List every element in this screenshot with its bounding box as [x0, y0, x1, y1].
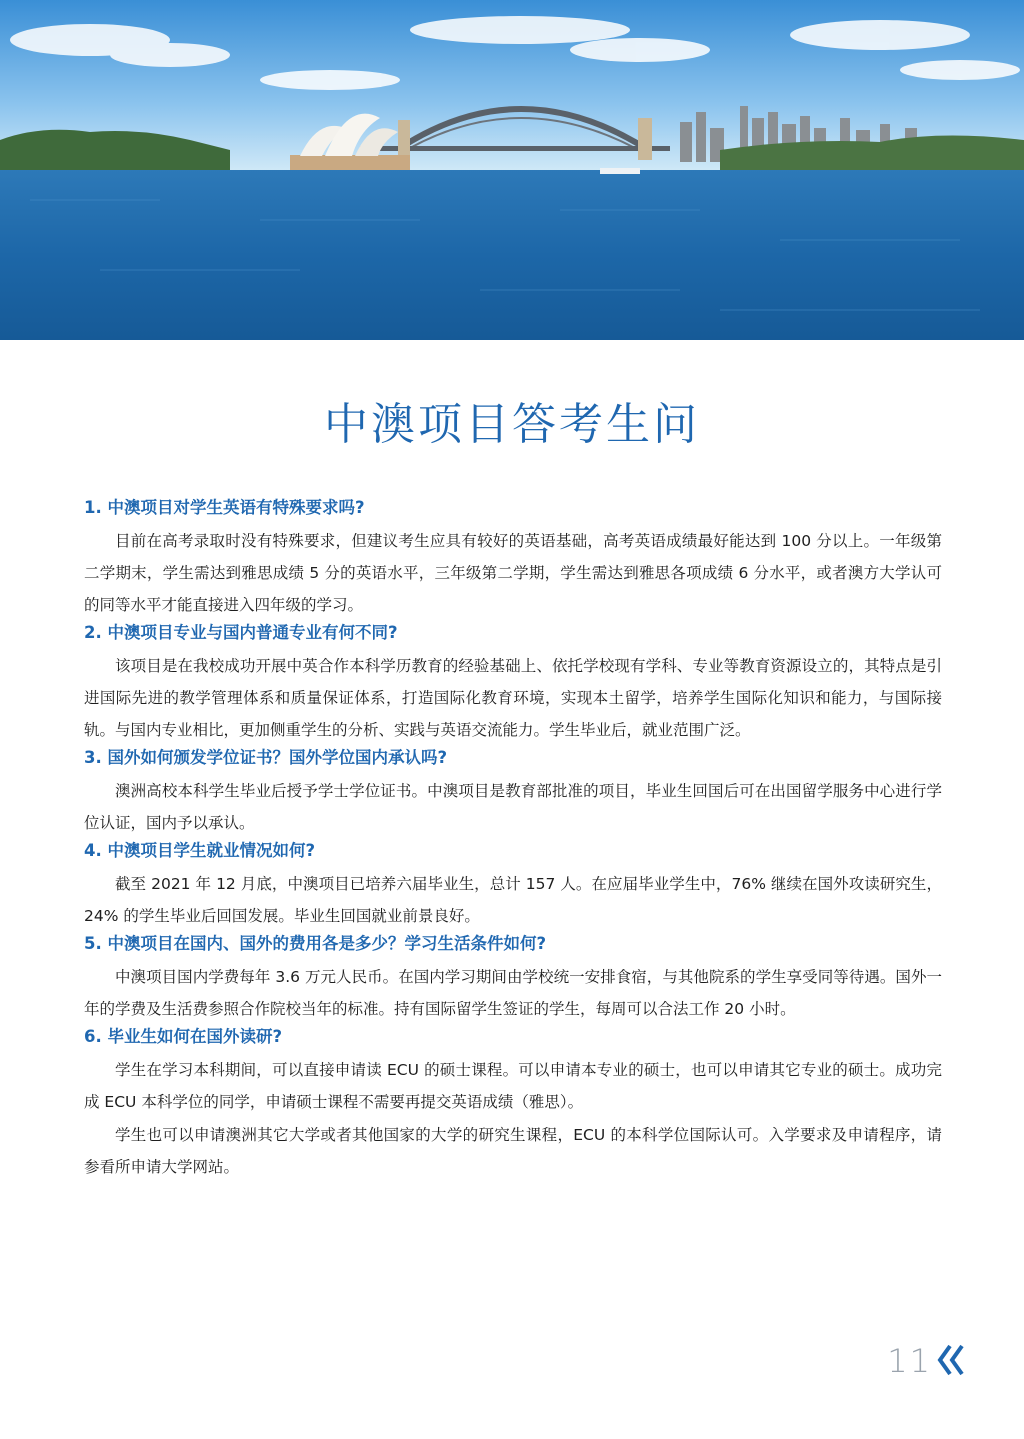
faq-question: 6. 毕业生如何在国外读研?: [84, 1027, 283, 1046]
faq-question: 2. 中澳项目专业与国内普通专业有何不同?: [84, 623, 398, 642]
faq-section-5: [84, 933, 942, 1025]
faq-answer: 澳洲高校本科学生毕业后授予学士学位证书。中澳项目是教育部批准的项目，毕业生回国后可在出国留学服务中心进行学位认证，国内予以承认。: [84, 782, 942, 832]
faq-answer: 该项目是在我校成功开展中英合作本科学历教育的经验基础上、依托学校现有学科、专业等教育资源设立的，其特点是引进国际先进的教学管理体系和质量保证体系，打造国际化教育环境，实现本土留学，培养学生国际化知识和能力，与国际接轨。与国内专业相比，更加侧重学生的分析、实践与英语交流能力。学生毕业后，就业范围广泛。: [84, 657, 942, 739]
faq-question: 4. 中澳项目学生就业情况如何?: [84, 841, 316, 860]
faq-question: 5. 中澳项目在国内、国外的费用各是多少？学习生活条件如何?: [84, 934, 547, 953]
faq-answer: 学生也可以申请澳洲其它大学或者其他国家的大学的研究生课程，ECU 的本科学位国际认可。入学要求及申请程序，请参看所申请大学网站。: [84, 1126, 942, 1176]
faq-answer: 中澳项目国内学费每年 3.6 万元人民币。在国内学习期间由学校统一安排食宿，与其他院系的学生享受同等待遇。国外一年的学费及生活费参照合作院校当年的标准。持有国际留学生签证的学生，每周可以合法工作 20 小时。: [84, 968, 942, 1018]
faq-section-3: [84, 747, 942, 839]
faq-question: 1. 中澳项目对学生英语有特殊要求吗?: [84, 498, 365, 517]
faq-answer: 截至 2021 年 12 月底，中澳项目已培养六届毕业生，总计 157 人。在应届毕业学生中，76% 继续在国外攻读研究生，24% 的学生毕业后回国发展。毕业生回国就业前景良好。: [84, 875, 942, 925]
faq-section-1: [84, 497, 942, 621]
double-chevron-left-icon: [936, 1344, 966, 1380]
page-number: 11: [887, 1342, 932, 1380]
faq-section-4: [84, 840, 942, 932]
faq-section-2: [84, 622, 942, 746]
faq-question: 3. 国外如何颁发学位证书？国外学位国内承认吗?: [84, 748, 448, 767]
faq-answer: 学生在学习本科期间，可以直接申请读 ECU 的硕士课程。可以申请本专业的硕士，也可以申请其它专业的硕士。成功完成 ECU 本科学位的同学，申请硕士课程不需要再提交英语成绩（雅思）。: [84, 1061, 942, 1111]
sydney-harbour-illustration: [0, 0, 1024, 340]
faq-content: [84, 497, 942, 1184]
page-title: 中澳项目答考生问: [324, 399, 700, 450]
hero-photo: [0, 0, 1024, 340]
faq-section-6: [84, 1026, 942, 1183]
ferry: [600, 168, 640, 174]
faq-answer: 目前在高考录取时没有特殊要求，但建议考生应具有较好的英语基础，高考英语成绩最好能达到 100 分以上。一年级第二学期末，学生需达到雅思成绩 5 分的英语水平，三年级第二学期，学生需达到雅思各项成绩 6 分水平，或者澳方大学认可的同等水平才能直接进入四年级的学习。: [84, 532, 942, 614]
